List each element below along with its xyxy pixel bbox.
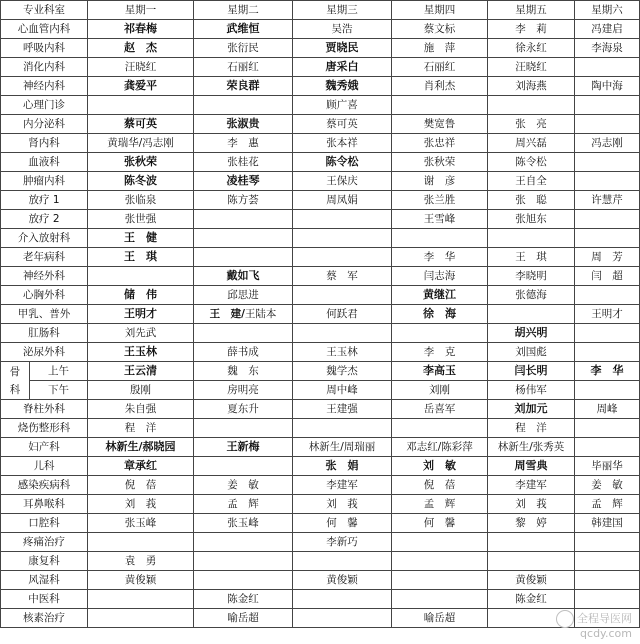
doctor-cell: 刘 莪 [88, 495, 194, 514]
doctor-cell: 张 娟 [293, 457, 392, 476]
empty-cell [293, 552, 392, 571]
table-row [1, 267, 640, 286]
doctor-name-bold: 王 建/ [209, 308, 245, 320]
dept-name: 放疗 2 [1, 210, 88, 229]
doctor-cell: 房明亮 [194, 381, 293, 400]
doctor-cell: 石丽红 [392, 58, 488, 77]
doctor-cell: 冯建启 [575, 20, 640, 39]
doctor-cell: 程 洋 [488, 419, 575, 438]
table-row [1, 476, 640, 495]
dept-name: 神经外科 [1, 267, 88, 286]
doctor-cell: 林新生/张秀英 [488, 438, 575, 457]
doctor-cell: 蔡可英 [293, 115, 392, 134]
doctor-cell: 刘加元 [488, 400, 575, 419]
doctor-cell: 黄继江 [392, 286, 488, 305]
empty-cell [293, 609, 392, 628]
table-row [1, 20, 640, 39]
table-row [1, 153, 640, 172]
doctor-cell: 张玉峰 [194, 514, 293, 533]
doctor-cell: 王新梅 [194, 438, 293, 457]
ortho-label [1, 362, 88, 400]
table-row [1, 210, 640, 229]
dept-name: 疼痛治疗 [1, 533, 88, 552]
table-row [1, 134, 640, 153]
doctor-cell: 施 萍 [392, 39, 488, 58]
table-row [1, 248, 640, 267]
empty-cell [194, 210, 293, 229]
doctor-cell: 姜 敏 [194, 476, 293, 495]
dept-name: 放疗 1 [1, 191, 88, 210]
empty-cell [88, 590, 194, 609]
doctor-cell: 朱自强 [88, 400, 194, 419]
watermark-line2: qcdy.com [580, 627, 632, 640]
dept-name: 康复科 [1, 552, 88, 571]
header-day: 星期五 [488, 1, 575, 20]
doctor-cell: 李 华 [575, 362, 640, 381]
doctor-cell: 王明才 [88, 305, 194, 324]
doctor-cell: 张玉峰 [88, 514, 194, 533]
doctor-cell: 陈令松 [488, 153, 575, 172]
doctor-cell: 李 华 [392, 248, 488, 267]
empty-cell [194, 571, 293, 590]
dept-name: 烧伤整形科 [1, 419, 88, 438]
table-row [1, 419, 640, 438]
doctor-cell: 祁春梅 [88, 20, 194, 39]
doctor-cell: 张 聪 [488, 191, 575, 210]
doctor-cell: 刘刚 [392, 381, 488, 400]
doctor-cell: 黄俊颖 [88, 571, 194, 590]
doctor-cell: 王明才 [575, 305, 640, 324]
table-row [1, 229, 640, 248]
doctor-cell: 谢 彦 [392, 172, 488, 191]
doctor-cell: 陶中海 [575, 77, 640, 96]
doctor-cell: 殷刚 [88, 381, 194, 400]
ortho-row-am [1, 362, 640, 381]
empty-cell [293, 248, 392, 267]
dept-name: 儿科 [1, 457, 88, 476]
header-day: 星期二 [194, 1, 293, 20]
doctor-cell: 何跃君 [293, 305, 392, 324]
doctor-cell: 胡兴明 [488, 324, 575, 343]
empty-cell [88, 609, 194, 628]
doctor-cell: 张秋荣 [88, 153, 194, 172]
table-row [1, 343, 640, 362]
doctor-cell: 林新生/周瑞丽 [293, 438, 392, 457]
doctor-cell: 张本祥 [293, 134, 392, 153]
empty-cell [575, 115, 640, 134]
doctor-cell: 邓志红/陈彩萍 [392, 438, 488, 457]
dept-name: 呼吸内科 [1, 39, 88, 58]
doctor-cell: 何 馨 [392, 514, 488, 533]
doctor-cell: 黄俊颖 [293, 571, 392, 590]
doctor-cell: 魏 东 [194, 362, 293, 381]
table-row [1, 438, 640, 457]
empty-cell [575, 571, 640, 590]
empty-cell [293, 229, 392, 248]
dept-name: 肛肠科 [1, 324, 88, 343]
doctor-cell: 王玉林 [88, 343, 194, 362]
doctor-cell: 杨伟军 [488, 381, 575, 400]
table-row [1, 514, 640, 533]
empty-cell [392, 571, 488, 590]
doctor-cell: 李海泉 [575, 39, 640, 58]
table-row [1, 571, 640, 590]
table-row [1, 286, 640, 305]
doctor-cell: 唐采白 [293, 58, 392, 77]
dept-name: 心血管内科 [1, 20, 88, 39]
doctor-cell: 蔡文标 [392, 20, 488, 39]
table-row [1, 495, 640, 514]
empty-cell [293, 286, 392, 305]
dept-name: 老年病科 [1, 248, 88, 267]
empty-cell [88, 96, 194, 115]
header-day: 星期六 [575, 1, 640, 20]
doctor-cell: 李 惠 [194, 134, 293, 153]
empty-cell [392, 590, 488, 609]
empty-cell [194, 229, 293, 248]
doctor-cell: 李 克 [392, 343, 488, 362]
empty-cell [392, 324, 488, 343]
empty-cell [392, 96, 488, 115]
doctor-cell: 陈金红 [194, 590, 293, 609]
table-row [1, 552, 640, 571]
doctor-cell: 樊宽鲁 [392, 115, 488, 134]
doctor-cell: 薛书成 [194, 343, 293, 362]
doctor-cell: 倪 蓓 [88, 476, 194, 495]
doctor-cell: 张桂花 [194, 153, 293, 172]
doctor-cell: 韩建国 [575, 514, 640, 533]
doctor-cell: 程 洋 [88, 419, 194, 438]
header-row [1, 1, 640, 20]
dept-name: 妇产科 [1, 438, 88, 457]
doctor-cell: 陈金红 [488, 590, 575, 609]
watermark-logo-icon [556, 610, 574, 628]
doctor-cell: 汪晓红 [88, 58, 194, 77]
table-row [1, 191, 640, 210]
empty-cell [392, 533, 488, 552]
doctor-cell: 王 琪 [488, 248, 575, 267]
empty-cell [488, 96, 575, 115]
doctor-cell: 王雪峰 [392, 210, 488, 229]
doctor-cell: 张淑贵 [194, 115, 293, 134]
doctor-cell: 何 馨 [293, 514, 392, 533]
doctor-cell: 姜 敏 [575, 476, 640, 495]
dept-name: 血液科 [1, 153, 88, 172]
doctor-cell: 许慧芹 [575, 191, 640, 210]
doctor-cell: 李高玉 [392, 362, 488, 381]
header-dept: 专业科室 [1, 1, 88, 20]
table-row [1, 305, 640, 324]
empty-cell [293, 210, 392, 229]
doctor-cell: 蔡 军 [293, 267, 392, 286]
dept-name: 内分泌科 [1, 115, 88, 134]
doctor-cell: 王自全 [488, 172, 575, 191]
doctor-cell: 周兴磊 [488, 134, 575, 153]
empty-cell [194, 324, 293, 343]
doctor-cell: 石丽红 [194, 58, 293, 77]
doctor-cell: 张 亮 [488, 115, 575, 134]
doctor-cell: 徐永红 [488, 39, 575, 58]
doctor-cell: 李新巧 [293, 533, 392, 552]
header-day: 星期四 [392, 1, 488, 20]
doctor-cell: 夏东升 [194, 400, 293, 419]
dept-name: 甲乳、普外 [1, 305, 88, 324]
doctor-cell: 周 芳 [575, 248, 640, 267]
empty-cell [488, 229, 575, 248]
doctor-cell: 冯志刚 [575, 134, 640, 153]
empty-cell [575, 172, 640, 191]
table-row [1, 39, 640, 58]
doctor-cell: 徐 海 [392, 305, 488, 324]
doctor-cell: 蔡可英 [88, 115, 194, 134]
dept-name: 神经内科 [1, 77, 88, 96]
dept-name: 耳鼻喉科 [1, 495, 88, 514]
empty-cell [194, 419, 293, 438]
doctor-cell: 倪 蓓 [392, 476, 488, 495]
dept-name: 风湿科 [1, 571, 88, 590]
doctor-cell: 陈方荟 [194, 191, 293, 210]
header-day: 星期三 [293, 1, 392, 20]
dept-name: 心胸外科 [1, 286, 88, 305]
doctor-cell: 李晓明 [488, 267, 575, 286]
table-row [1, 172, 640, 191]
doctor-cell: 张秋荣 [392, 153, 488, 172]
doctor-cell: 周中峰 [293, 381, 392, 400]
empty-cell [392, 419, 488, 438]
doctor-cell: 汪晓红 [488, 58, 575, 77]
table-row [1, 457, 640, 476]
doctor-cell: 魏秀娥 [293, 77, 392, 96]
table-row [1, 58, 640, 77]
empty-cell [194, 552, 293, 571]
dept-name: 心理门诊 [1, 96, 88, 115]
doctor-cell: 赵 杰 [88, 39, 194, 58]
doctor-cell: 储 伟 [88, 286, 194, 305]
empty-cell [392, 552, 488, 571]
ortho-row-pm [1, 381, 640, 400]
doctor-cell: 章承红 [88, 457, 194, 476]
doctor-cell: 闫志海 [392, 267, 488, 286]
doctor-cell: 周峰 [575, 400, 640, 419]
doctor-cell: 戴如飞 [194, 267, 293, 286]
dept-name: 消化内科 [1, 58, 88, 77]
doctor-cell: 李建军 [293, 476, 392, 495]
empty-cell [575, 533, 640, 552]
dept-name: 脊柱外科 [1, 400, 88, 419]
doctor-cell: 陈冬波 [88, 172, 194, 191]
empty-cell [293, 419, 392, 438]
doctor-cell: 张世强 [88, 210, 194, 229]
watermark-line1: 全程导医网 [577, 612, 632, 625]
dept-name: 感染疾病科 [1, 476, 88, 495]
doctor-cell: 喻岳超 [392, 609, 488, 628]
dept-name: 泌尿外科 [1, 343, 88, 362]
table-row [1, 533, 640, 552]
table-row [1, 590, 640, 609]
doctor-cell: 闫 超 [575, 267, 640, 286]
doctor-cell: 王 琪 [88, 248, 194, 267]
watermark [556, 610, 632, 640]
doctor-cell: 张旭东 [488, 210, 575, 229]
dept-name: 核素治疗 [1, 609, 88, 628]
empty-cell [194, 457, 293, 476]
ortho-am-label: 上午 [29, 362, 87, 381]
table-row [1, 324, 640, 343]
doctor-cell: 魏学杰 [293, 362, 392, 381]
doctor-cell: 吴浩 [293, 20, 392, 39]
empty-cell [575, 58, 640, 77]
empty-cell [575, 343, 640, 362]
doctor-cell: 张德海 [488, 286, 575, 305]
doctor-cell: 陈令松 [293, 153, 392, 172]
doctor-cell: 孟 辉 [194, 495, 293, 514]
dept-name: 中医科 [1, 590, 88, 609]
empty-cell [575, 229, 640, 248]
ortho-label-a: 骨 [9, 365, 21, 378]
table-row [1, 96, 640, 115]
empty-cell [575, 419, 640, 438]
doctor-cell: 张忠祥 [392, 134, 488, 153]
doctor-cell: 李建军 [488, 476, 575, 495]
doctor-cell: 王云清 [88, 362, 194, 381]
doctor-cell: 贾晓民 [293, 39, 392, 58]
empty-cell [88, 267, 194, 286]
dept-name: 口腔科 [1, 514, 88, 533]
empty-cell [488, 552, 575, 571]
empty-cell [575, 590, 640, 609]
dept-name: 肿瘤内科 [1, 172, 88, 191]
table-row [1, 400, 640, 419]
table-row [1, 609, 640, 628]
doctor-cell: 凌桂琴 [194, 172, 293, 191]
doctor-cell: 袁 勇 [88, 552, 194, 571]
doctor-cell: 闫长明 [488, 362, 575, 381]
empty-cell [575, 438, 640, 457]
doctor-cell: 刘国彪 [488, 343, 575, 362]
doctor-cell: 王 健 [88, 229, 194, 248]
empty-cell [575, 552, 640, 571]
doctor-cell: 刘 莪 [488, 495, 575, 514]
empty-cell [88, 533, 194, 552]
doctor-cell: 毕丽华 [575, 457, 640, 476]
empty-cell [392, 229, 488, 248]
empty-cell [575, 210, 640, 229]
doctor-cell: 喻岳超 [194, 609, 293, 628]
doctor-cell: 顾广喜 [293, 96, 392, 115]
doctor-cell: 王玉林 [293, 343, 392, 362]
doctor-cell: 林新生/郝晓园 [88, 438, 194, 457]
doctor-cell: 岳喜军 [392, 400, 488, 419]
empty-cell [488, 305, 575, 324]
doctor-cell: 荣良群 [194, 77, 293, 96]
doctor-cell: 李 莉 [488, 20, 575, 39]
doctor-cell: 刘先武 [88, 324, 194, 343]
table-row [1, 115, 640, 134]
table-row [1, 77, 640, 96]
doctor-cell: 刘海燕 [488, 77, 575, 96]
empty-cell [575, 153, 640, 172]
doctor-cell: 龚爱平 [88, 77, 194, 96]
dept-name: 肾内科 [1, 134, 88, 153]
empty-cell [194, 533, 293, 552]
doctor-cell: 黄瑞华/冯志刚 [88, 134, 194, 153]
doctor-cell: 刘 敏 [392, 457, 488, 476]
empty-cell [575, 96, 640, 115]
doctor-cell: 武维恒 [194, 20, 293, 39]
doctor-cell: 黄俊颖 [488, 571, 575, 590]
doctor-cell: 周凤娟 [293, 191, 392, 210]
doctor-cell: 刘 莪 [293, 495, 392, 514]
doctor-cell: 邱思进 [194, 286, 293, 305]
doctor-cell [194, 305, 293, 324]
doctor-cell: 孟 辉 [575, 495, 640, 514]
doctor-cell: 张衍民 [194, 39, 293, 58]
empty-cell [293, 590, 392, 609]
empty-cell [194, 248, 293, 267]
doctor-cell: 张临泉 [88, 191, 194, 210]
dept-name: 介入放射科 [1, 229, 88, 248]
empty-cell [194, 96, 293, 115]
doctor-cell: 肖利杰 [392, 77, 488, 96]
empty-cell [293, 324, 392, 343]
doctor-cell: 黎 婷 [488, 514, 575, 533]
ortho-label-b: 科 [9, 383, 21, 396]
empty-cell [575, 381, 640, 400]
doctor-cell: 周雪典 [488, 457, 575, 476]
doctor-cell: 孟 辉 [392, 495, 488, 514]
empty-cell [488, 533, 575, 552]
ortho-pm-label: 下午 [29, 381, 87, 399]
doctor-cell: 王保庆 [293, 172, 392, 191]
empty-cell [575, 324, 640, 343]
header-day: 星期一 [88, 1, 194, 20]
doctor-cell: 王建强 [293, 400, 392, 419]
empty-cell [575, 286, 640, 305]
doctor-name: 王陆本 [244, 308, 277, 320]
doctor-cell: 张兰胜 [392, 191, 488, 210]
